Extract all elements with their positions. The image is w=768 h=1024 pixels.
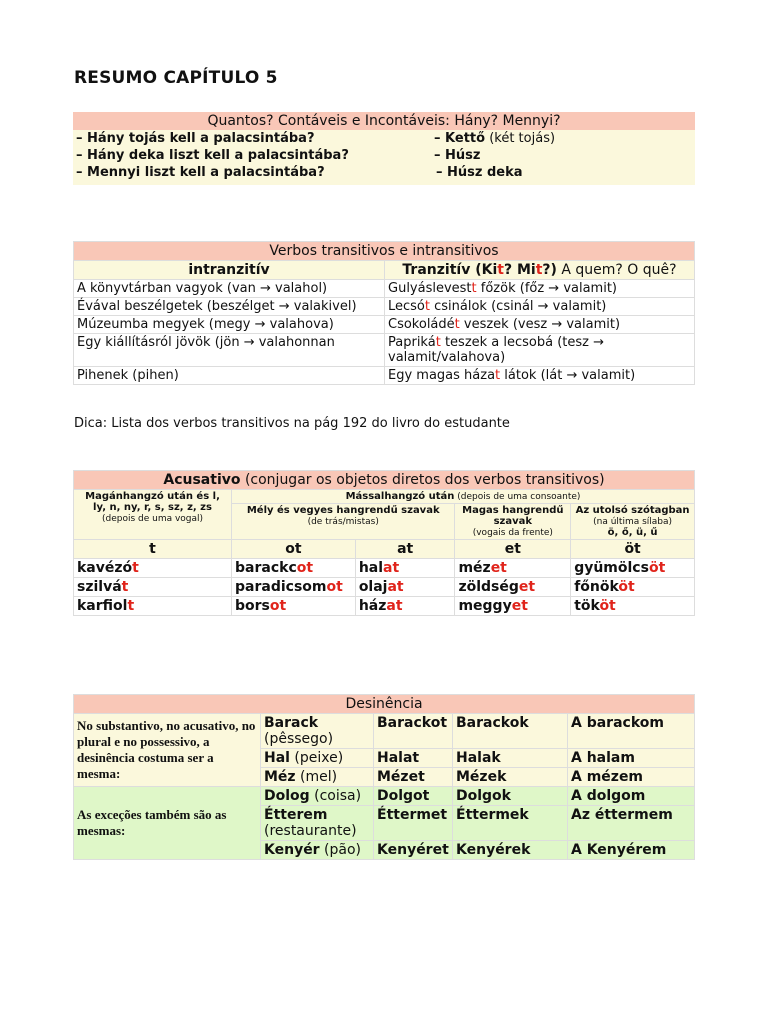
- intranzitiv-example: Évával beszélgetek (beszélget → valakivel): [74, 298, 385, 316]
- quantos-table: [73, 112, 695, 185]
- acusativo-word: főnököt: [571, 578, 695, 597]
- desinencia-plural: Barackok: [453, 714, 568, 749]
- ending-ot: ot: [232, 540, 356, 559]
- acusativo-table: [73, 470, 695, 616]
- desinencia-possessivo: Az éttermem: [568, 806, 695, 841]
- table-row: [73, 147, 695, 164]
- acusativo-word: paradicsomot: [232, 578, 356, 597]
- desinencia-plural: Dolgok: [453, 787, 568, 806]
- verbos-table: [73, 241, 695, 385]
- table-row: [74, 578, 695, 597]
- dica-note: Dica: Lista dos verbos transitivos na pág 192 do livro do estudante: [74, 416, 510, 431]
- col-tranzitiv: Tranzitív (Kit? Mit?) A quem? O quê?: [385, 261, 695, 280]
- desinencia-table: [73, 694, 695, 860]
- desinencia-acusativo: Barackot: [374, 714, 453, 749]
- desinencia-acusativo: Halat: [374, 749, 453, 768]
- quantos-header: Quantos? Contáveis e Incontáveis: Hány? Mennyi?: [73, 112, 695, 130]
- desinencia-word: Dolog (coisa): [261, 787, 374, 806]
- desinencia-word: Kenyér (pão): [261, 841, 374, 860]
- acusativo-word: kavézót: [74, 559, 232, 578]
- ending-et: et: [455, 540, 571, 559]
- acusativo-word: barackcot: [232, 559, 356, 578]
- ending-t: t: [74, 540, 232, 559]
- desinencia-possessivo: A Kenyérem: [568, 841, 695, 860]
- desinencia-acusativo: Éttermet: [374, 806, 453, 841]
- quantos-question: – Hány deka liszt kell a palacsintába?: [76, 148, 349, 163]
- acusativo-word: tököt: [571, 597, 695, 616]
- desinencia-possessivo: A dolgom: [568, 787, 695, 806]
- desinencia-plural: Halak: [453, 749, 568, 768]
- table-row: [73, 164, 695, 185]
- desinencia-header: Desinência: [74, 695, 695, 714]
- desinencia-exceptions-note: As exceções também são as mesmas:: [74, 787, 261, 860]
- acusativo-word: zöldséget: [455, 578, 571, 597]
- acusativo-word: borsot: [232, 597, 356, 616]
- acusativo-word: meggyet: [455, 597, 571, 616]
- tranzitiv-example: Gulyáslevestt főzök (főz → valamit): [385, 280, 695, 298]
- desinencia-acusativo: Dolgot: [374, 787, 453, 806]
- page-title: RESUMO CAPÍTULO 5: [74, 68, 278, 88]
- intranzitiv-example: Egy kiállításról jövök (jön → valahonnan: [74, 334, 385, 367]
- table-row: [73, 130, 695, 147]
- col-intranzitiv: intranzitív: [74, 261, 385, 280]
- acusativo-word: gyümölcsöt: [571, 559, 695, 578]
- intranzitiv-example: A könyvtárban vagyok (van → valahol): [74, 280, 385, 298]
- ending-at: at: [355, 540, 455, 559]
- intranzitiv-example: Múzeumba megyek (megy → valahova): [74, 316, 385, 334]
- acusativo-header: Acusativo (conjugar os objetos diretos dos verbos transitivos): [74, 471, 695, 490]
- desinencia-possessivo: A barackom: [568, 714, 695, 749]
- table-row: [74, 559, 695, 578]
- desinencia-word: Hal (peixe): [261, 749, 374, 768]
- tranzitiv-example: Paprikát teszek a lecsobá (tesz → valamit/valahova): [385, 334, 695, 367]
- tranzitiv-example: Lecsót csinálok (csinál → valamit): [385, 298, 695, 316]
- table-row: [74, 316, 695, 334]
- ending-ot2: öt: [571, 540, 695, 559]
- quantos-question: – Mennyi liszt kell a palacsintába?: [76, 165, 325, 180]
- quantos-answer: – Húsz: [434, 148, 481, 163]
- mely-rule: Mély és vegyes hangrendű szavak (de trás/mistas): [232, 504, 455, 540]
- desinencia-word: Barack (pêssego): [261, 714, 374, 749]
- desinencia-word: Méz (mel): [261, 768, 374, 787]
- desinencia-note: No substantivo, no acusativo, no plural e no possessivo, a desinência costuma ser a mesma:: [74, 714, 261, 787]
- table-row: [74, 280, 695, 298]
- verbos-header: Verbos transitivos e intransitivos: [74, 242, 695, 261]
- table-row: [74, 298, 695, 316]
- quantos-answer: – Húsz deka: [436, 165, 523, 180]
- desinencia-plural: Éttermek: [453, 806, 568, 841]
- tranzitiv-example: Csokoládét veszek (vesz → valamit): [385, 316, 695, 334]
- tranzitiv-example: Egy magas házat látok (lát → valamit): [385, 367, 695, 385]
- desinencia-possessivo: A halam: [568, 749, 695, 768]
- desinencia-plural: Kenyérek: [453, 841, 568, 860]
- desinencia-possessivo: A mézem: [568, 768, 695, 787]
- vowel-rule: Magánhangzó után és l, ly, n, ny, r, s, sz, z, zs (depois de uma vogal): [74, 490, 232, 540]
- desinencia-acusativo: Kenyéret: [374, 841, 453, 860]
- utolso-rule: Az utolsó szótagban (na última sílaba) ö, ő, ü, ű: [571, 504, 695, 540]
- acusativo-word: karfiolt: [74, 597, 232, 616]
- acusativo-word: szilvát: [74, 578, 232, 597]
- consonant-rule: Mássalhangzó után (depois de uma consoante): [232, 490, 695, 504]
- table-row: [74, 714, 695, 749]
- desinencia-word: Étterem (restaurante): [261, 806, 374, 841]
- acusativo-word: olajat: [355, 578, 455, 597]
- table-row: [74, 787, 695, 806]
- acusativo-word: házat: [355, 597, 455, 616]
- quantos-answer: – Kettő (két tojás): [434, 131, 556, 146]
- desinencia-acusativo: Mézet: [374, 768, 453, 787]
- table-row: [74, 367, 695, 385]
- table-row: [74, 334, 695, 367]
- magas-rule: Magas hangrendű szavak (vogais da frente): [455, 504, 571, 540]
- table-row: [74, 597, 695, 616]
- intranzitiv-example: Pihenek (pihen): [74, 367, 385, 385]
- acusativo-word: halat: [355, 559, 455, 578]
- acusativo-word: mézet: [455, 559, 571, 578]
- quantos-question: – Hány tojás kell a palacsintába?: [76, 131, 315, 146]
- desinencia-plural: Mézek: [453, 768, 568, 787]
